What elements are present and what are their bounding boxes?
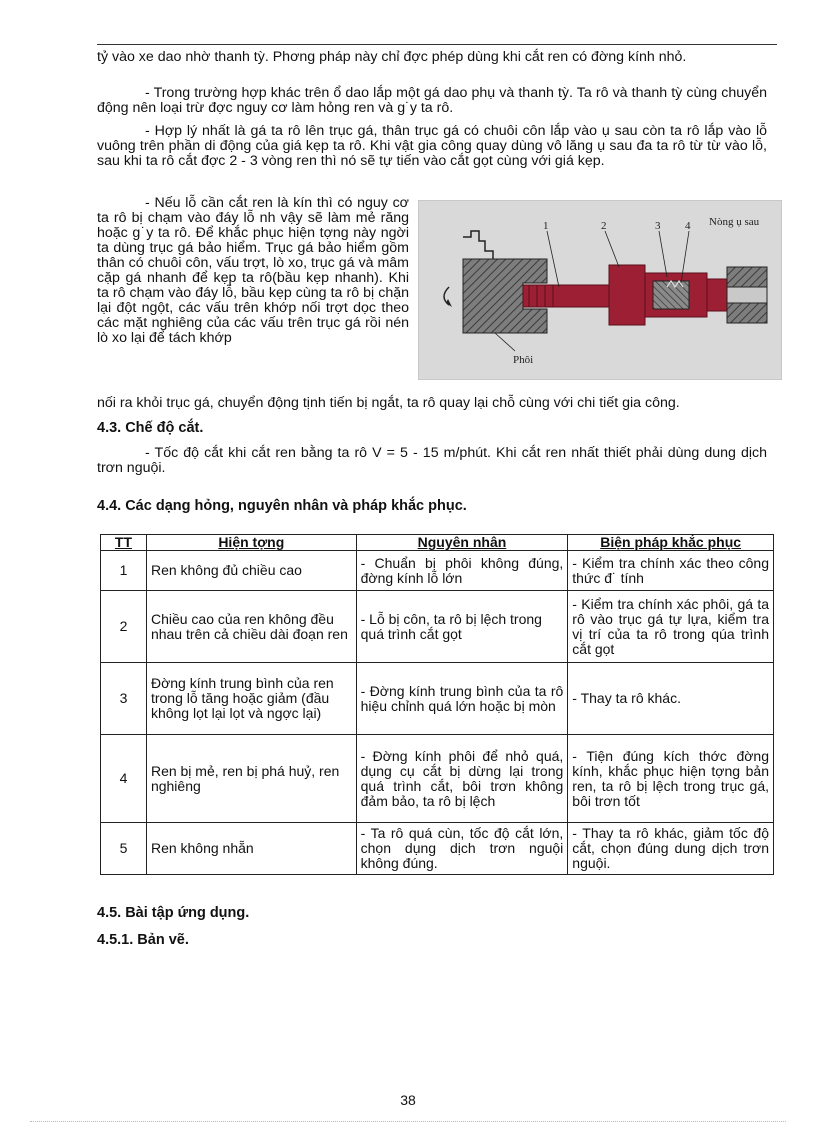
defects-table — [100, 534, 774, 875]
table-cell: 3 — [101, 663, 147, 735]
figure-label-1: 1 — [543, 220, 549, 232]
figure-label-2: 2 — [601, 220, 607, 232]
table-cell: 4 — [101, 735, 147, 823]
table-cell: Ren bị mẻ, ren bị phá huỷ, ren nghiêng — [146, 735, 356, 823]
paragraph-continuation: nối ra khỏi trục gá, chuyển động tịnh tiến bị ngắt, ta rô quay lại chỗ cùng với chi tiết gia công. — [97, 395, 680, 411]
paragraph-tap-mount: - Hợp lý nhất là gá ta rô lên trục gá, thân trục gá có chuôi côn lắp vào ụ sau còn ta rô lắp vào lỗ vuông trên phần di động của giá kẹp ta rô. Khi vật gia công quay dùng vô lăng ụ sau đa ta rô từ từ vào lỗ, sau khi ta rô cắt đợc 2 - 3 vòng ren thì nó sẽ tự tiến vào cắt gọt cùng với giá kẹp. — [97, 123, 767, 169]
table-cell: Ren không nhẵn — [146, 823, 356, 875]
heading-exercises: 4.5. Bài tập ứng dụng. — [97, 905, 250, 921]
intro-paragraph: tỷ vào xe dao nhờ thanh tỳ. Phơng pháp này chỉ đợc phép dùng khi cắt ren có đờng kính nhỏ. — [97, 49, 687, 65]
table-cell: Chiều cao của ren không đều nhau trên cả chiều dài đoạn ren — [146, 591, 356, 663]
header-remedy: Biện pháp khắc phục — [568, 535, 774, 551]
figure-label-tailstock: Nòng ụ sau — [709, 216, 760, 228]
table-cell: - Thay ta rô khác, giảm tốc độ cắt, chọn đúng dung dịch trơn nguội. — [568, 823, 774, 875]
table-cell: - Kiểm tra chính xác theo công thức đ˙ tính — [568, 551, 774, 591]
table-cell: Ren không đủ chiều cao — [146, 551, 356, 591]
header-cause: Nguyên nhân — [356, 535, 568, 551]
table-row — [101, 823, 774, 875]
arbor-assembly — [609, 265, 727, 325]
table-cell: - Đờng kính phôi để nhỏ quá, dụng cụ cắt bị dừng lại trong quá trình cắt, bôi trơn không đảm bảo, ta rô bị lệch — [356, 735, 568, 823]
heading-cutting-mode: 4.3. Chế độ cắt. — [97, 420, 204, 436]
tailstock-quill — [727, 267, 767, 323]
page-number: 38 — [400, 1092, 416, 1108]
paragraph-cutting-speed: - Tốc độ cắt khi cắt ren bằng ta rô V = 5 - 15 m/phút. Khi cắt ren nhất thiết phải dùng dung dịch trơn nguội. — [97, 445, 767, 476]
table-cell: 5 — [101, 823, 147, 875]
figure-label-4: 4 — [685, 220, 691, 232]
workpiece-section — [444, 231, 547, 333]
table-header-row — [101, 535, 774, 551]
safety-tap-holder-figure — [418, 200, 782, 380]
table-row — [101, 735, 774, 823]
tap — [523, 285, 611, 307]
header-tt: TT — [101, 535, 147, 551]
table-row — [101, 663, 774, 735]
header-phenomenon: Hiện tợng — [146, 535, 356, 551]
paragraph-safety-arbor: - Nếu lỗ cần cắt ren là kín thì có nguy cơ ta rô bị chạm vào đáy lỗ nh vậy sẽ làm mẻ răng hoặc g˙y ta rô. Để khắc phục hiện tợng này ngời ta dùng trục gá bảo hiểm. Trục gá bảo hiểm gồm thân có chuôi côn, vấu trợt, lò xo, trục gá và mâm cặp gá nhanh để kẹp ta rô(bầu kẹp nhanh). Khi ta rô chạm vào đáy lỗ, bầu kẹp cùng ta rô bị chặn lại đột ngột, các vấu trên khớp nối trợt dọc theo các mặt nghiêng của các vấu trên trục gá rồi nén lò xo lại để tách khớp — [97, 195, 409, 346]
table-cell: Đờng kính trung bình của ren trong lỗ tăng hoặc giảm (đầu không lọt lại lọt và ngợc lại) — [146, 663, 356, 735]
table-row — [101, 591, 774, 663]
table-cell: - Tiện đúng kích thớc đờng kính, khắc phục hiện tợng bản ren, ta rô bị lệch trong trục gá, bôi trơn tốt — [568, 735, 774, 823]
table-cell: - Đờng kính trung bình của ta rô hiệu chỉnh quá lớn hoặc bị mòn — [356, 663, 568, 735]
table-cell: 1 — [101, 551, 147, 591]
table-row — [101, 551, 774, 591]
figure-label-3: 3 — [655, 220, 661, 232]
table-cell: - Lỗ bị côn, ta rô bị lệch trong quá trình cắt gọt — [356, 591, 568, 663]
header-rule — [97, 44, 777, 45]
table-cell: - Ta rô quá cùn, tốc độ cắt lớn, chọn dụng dịch trơn nguội không đúng. — [356, 823, 568, 875]
figure-label-workpiece: Phôi — [513, 354, 534, 366]
table-cell: - Thay ta rô khác. — [568, 663, 774, 735]
table-cell: - Kiểm tra chính xác phôi, gá ta rô vào trục gá tự lựa, kiểm tra vị trí của ta rô trong qúa trình cắt gọt — [568, 591, 774, 663]
heading-defects: 4.4. Các dạng hỏng, nguyên nhân và pháp khắc phục. — [97, 498, 467, 514]
paragraph-tool-holder: - Trong trường hợp khác trên ổ dao lắp một gá dao phụ và thanh tỳ. Ta rô và thanh tỳ cùng chuyển động nên loại trừ đợc nguy cơ làm hỏng ren và g˙y ta rô. — [97, 85, 767, 116]
table-cell: 2 — [101, 591, 147, 663]
heading-drawing: 4.5.1. Bản vẽ. — [97, 932, 189, 948]
footer-rule — [30, 1121, 786, 1122]
table-cell: - Chuẩn bị phôi không đúng, đờng kính lỗ lớn — [356, 551, 568, 591]
